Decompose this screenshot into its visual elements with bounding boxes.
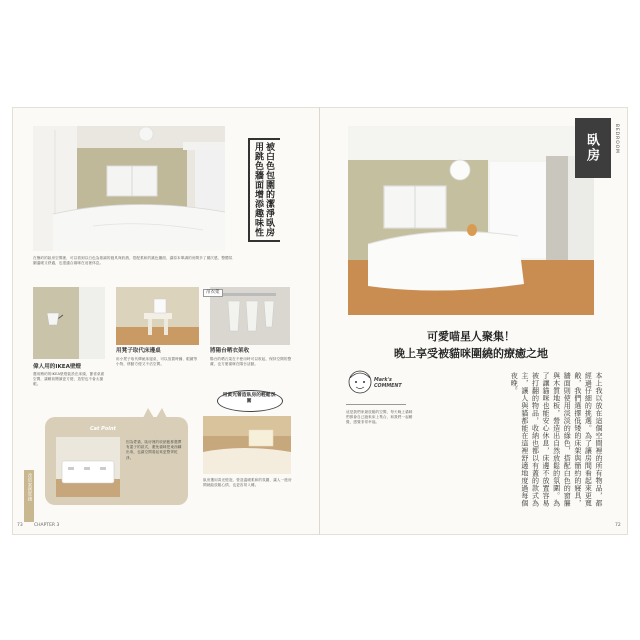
item-text-hanger: 陽台的晒衣架在不使用時可以收起，保持空間的整潔，也方便貓咪在陽台活動。 [210,357,292,367]
bedroom-section-label: BEDROOM [614,124,619,154]
yellow-light-bubble-label: 用黃光營造臥房的輕鬆氛圍 [222,393,276,404]
bedroom-photo-right [348,126,594,315]
yellow-light-photo [203,416,291,474]
item-title-hanger: 將陽台晒衣架收 [210,348,250,354]
headline-1: 可愛喵星人聚集！ [427,330,515,343]
mark-comment-label: Mark's COMMENT [374,378,402,389]
bedroom-photo-left [33,126,225,251]
right-page-number: 72 [615,523,621,528]
stool-photo [116,287,199,345]
wall-lamp-photo [33,287,105,359]
item-title-stool: 用凳子取代床邊桌 [116,348,161,354]
chapter-label: CHAPTER 3 [34,523,60,528]
vertical-headline: 被白色包圍的潔淨臥房 用跳色牆面增添趣味性 [253,142,274,237]
left-page-number: 73 [17,523,23,528]
book-gutter [319,107,320,535]
item-text-stool: 用小凳子取代傳統床邊桌，可以放置時鐘、眼鏡等小物，移動方便又不佔空間。 [116,357,198,367]
cat-point-label: Cat Point [90,426,116,432]
main-caption: 在簡約的臥房空間裡，可以看到以白色為基調的寢具與收納，搭配柔和的跳色牆面，讓原本單調的房間多了層次感，整體氛圍溫暖又舒適，也很適合貓咪在這裡休息。 [33,256,233,266]
hanger-tag: 吊衣架 [203,289,223,297]
cat-point-text: 因為愛貓，臥房裡的收納籃都選擇有蓋子的款式，避免貓咪把東西翻出來，也讓空間看起來更整齊乾淨。 [126,440,182,460]
storage-box-photo [56,437,120,497]
item-title-lamp: 偉人用的IKEA壁燈 [33,364,82,370]
left-side-tab-label: 改造案例實踐 [27,473,32,502]
bottom-caption: 臥房選用黃光燈泡，營造溫暖柔和的氛圍，讓人一進房間就能放鬆心情，也更容易入睡。 [203,478,292,488]
mark-avatar-icon [346,368,374,398]
item-text-lamp: 選用簡約的IKEA壁燈裝設在床頭，節省桌面空間，讓睡前閱讀更方便，造型也不會太搶眼。 [33,372,105,387]
mark-comment-rule [346,404,406,405]
mark-comment-text: 這是我們家最放鬆的空間，每天晚上貓咪們都會自己跑來床上集合，和我們一起睡覺，感覺非常幸福。 [346,410,413,425]
right-body-text: 本上我以放在這個空間裡的所有物品，都經過仔細的挑選。為了讓房間看起來更寬敞，我們選擇低矮的床架與簡約的寢具，牆面則使用淡淡的綠色，搭配白色的窗簾與木質地板，營造出自然放鬆的氛圍。為了讓貓咪也能安心休息，床邊不放置容易被打翻的物品，收納也都以有蓋的款式為主，讓人與貓都能在這裡舒適地度過每個夜晚。 [510,372,603,507]
headline-2: 晚上享受被貓咪圍繞的療癒之地 [394,347,548,360]
cat-ears-icon [140,406,170,420]
bedroom-section-title: 臥房 [584,133,599,163]
